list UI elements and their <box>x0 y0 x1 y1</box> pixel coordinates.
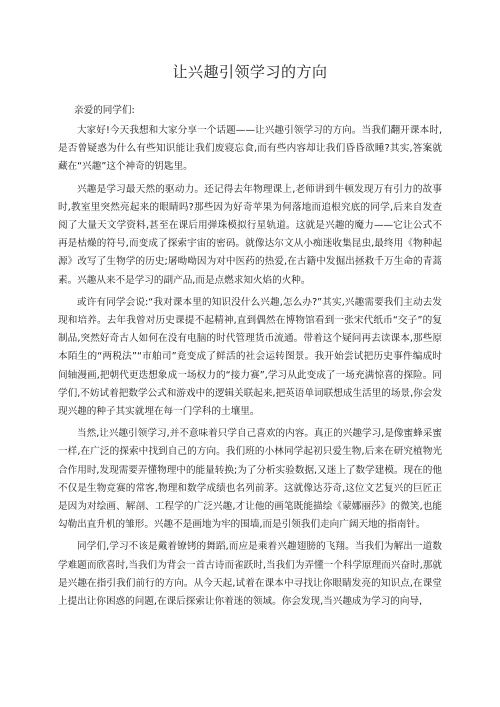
paragraph-interest-drive: 兴趣是学习最天然的驱动力。还记得去年物理课上,老师讲到牛顿发现万有引力的故事时,教室里突然亮起来的眼睛吗?那些因为好奇苹果为何落地而追根究底的同学,后来自发查阅了大量天文学资料,甚至在课后用弹珠模拟行星轨道。这就是兴趣的魔力——它让公式不再是枯燥的符号,而变成了探索宇宙的密码。就像达尔文从小痴迷收集昆虫,最终用《物种起源》改写了生物学的历史;屠呦呦因为对中医药的热爱,在古籍中发掘出拯救千万生命的青蒿素。兴趣从来不是学习的副产品,而是点燃求知火焰的火种。 <box>58 183 442 286</box>
paragraph-intro: 大家好!今天我想和大家分享一个话题——让兴趣引领学习的方向。当我们翻开课本时,是否曾疑惑为什么有些知识能让我们废寝忘食,而有些内容却让我们昏昏欲睡?其实,答案就藏在“兴趣”这个神奇的钥匙里。 <box>58 125 442 173</box>
greeting-line: 亲爱的同学们: <box>74 105 135 116</box>
document-title: 让兴趣引领学习的方向 <box>172 63 328 81</box>
paragraph-broad-interest: 当然,让兴趣引领学习,并不意味着只学自己喜欢的内容。真正的兴趣学习,是像蜜蜂采蜜一样,在广泛的探索中找到自己的方向。我们班的小林同学起初只爱生物,后来在研究植物光合作用时,发现需要弄懂物理中的能量转换;为了分析实验数据,又迷上了数学建模。现在的他不仅是生物竞赛的常客,物理和数学成绩也名列前茅。这就像达芬奇,这位文艺复兴的巨匠正是因为对绘画、解剖、工程学的广泛兴趣,才让他的画笔既能描绘《蒙娜丽莎》的微笑,也能勾勒出直升机的雏形。兴趣不是画地为牢的围墙,而是引领我们走向广阔天地的指南针。 <box>58 428 442 531</box>
paragraph-cultivate-interest: 或许有同学会说:“我对课本里的知识没什么兴趣,怎么办?”其实,兴趣需要我们主动去发现和培养。去年我曾对历史课提不起精神,直到偶然在博物馆看到一张宋代纸币“交子”的复制品,突然好奇古人如何在没有电脑的时代管理货币流通。带着这个疑问再去读课本,那些原本陌生的“两税法”“市舶司”竟变成了鲜活的社会运转图景。我开始尝试把历史事件编成时间轴漫画,把朝代更迭想象成一场权力的“接力赛”,学习从此变成了一场充满惊喜的探险。同学们,不妨试着把数学公式和游戏中的逻辑关联起来,把英语单词联想成生活里的场景,你会发现兴趣的种子其实就埋在每一门学科的土壤里。 <box>58 296 442 418</box>
paragraph-conclusion: 同学们,学习不该是戴着镣铐的舞蹈,而应是乘着兴趣翅膀的飞翔。当我们为解出一道数学难题而欣喜时,当我们为背会一首古诗而雀跃时,当我们为弄懂一个科学原理而兴奋时,那就是兴趣在指引我们前行的方向。从今天起,试着在课本中寻找让你眼睛发亮的知识点,在课堂上提出让你困惑的问题,在课后探索让你着迷的领域。你会发现,当兴趣成为学习的向导, <box>58 541 442 608</box>
